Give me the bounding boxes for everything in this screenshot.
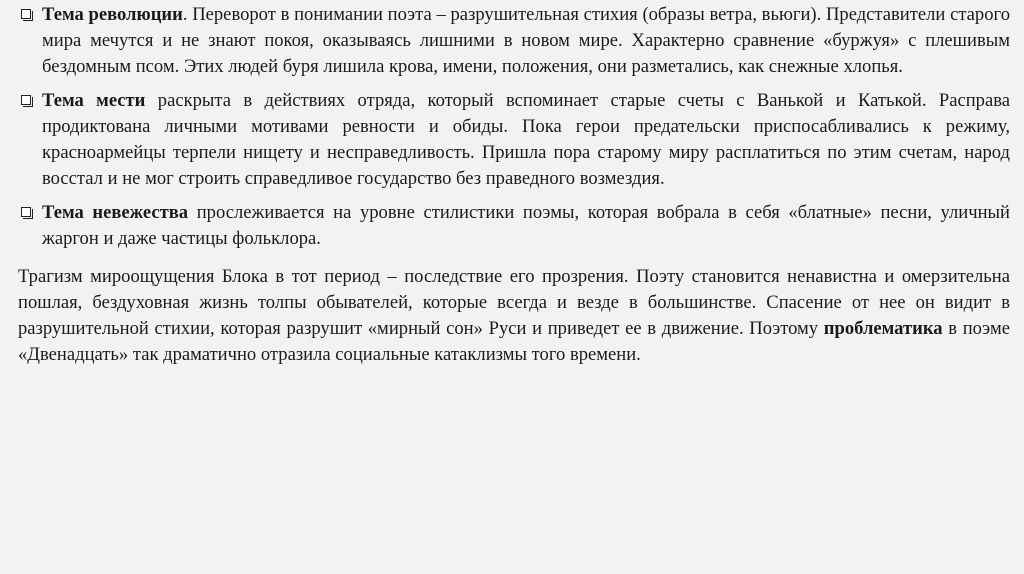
paragraph-text-after: в поэме «Двенадцать» так драматично отразила социальные катаклизмы того времени. (18, 318, 1011, 365)
checkbox-bullet-icon (21, 207, 31, 217)
paragraph-bold-term: проблематика (823, 318, 943, 339)
checkbox-bullet-icon (21, 95, 31, 105)
conclusion-paragraph (18, 264, 1010, 368)
bullet-item-revenge (18, 88, 1010, 192)
paragraph-text-before: Трагизм мироощущения Блока в тот период – последствие его прозрения. Поэту становится ненавистна и омерзительна пошлая, бездуховная жизнь толпы обывателей, которые всегда и везде в большинстве. Спасение от нее он видит в разрушительной стихии, которая разрушит «мирный сон» Руси и приведет ее в движение. Поэтому (18, 266, 1010, 339)
bullet-text: раскрыта в действиях отряда, который вспоминает старые счеты с Ванькой и Катькой. Расправа продиктована личными мотивами ревности и обиды. Пока герои предательски приспосабливались к режиму, красноармейцы терпели нищету и несправедливость. Пришла пора старому миру расплатиться по этим счетам, народ восстал и не мог строить справедливое государство без праведного возмездия. (42, 90, 1010, 189)
checkbox-bullet-icon (21, 9, 31, 19)
bullet-term: Тема мести (42, 90, 146, 111)
bullet-item-revolution (18, 2, 1010, 80)
bullet-text: прослеживается на уровне стилистики поэмы, которая вобрала в себя «блатные» песни, уличный жаргон и даже частицы фольклора. (42, 202, 1010, 249)
bullet-text: . Переворот в понимании поэта – разрушительная стихия (образы ветра, вьюги). Представители старого мира мечутся и не знают покоя, оказываясь лишними в новом мире. Характерно сравнение «буржуя» с плешивым бездомным псом. Этих людей буря лишила крова, имени, положения, они разметались, как снежные хлопья. (42, 4, 1010, 77)
bullet-term: Тема революции (42, 4, 183, 25)
bullet-term: Тема невежества (42, 202, 189, 223)
bullet-item-ignorance (18, 200, 1010, 252)
